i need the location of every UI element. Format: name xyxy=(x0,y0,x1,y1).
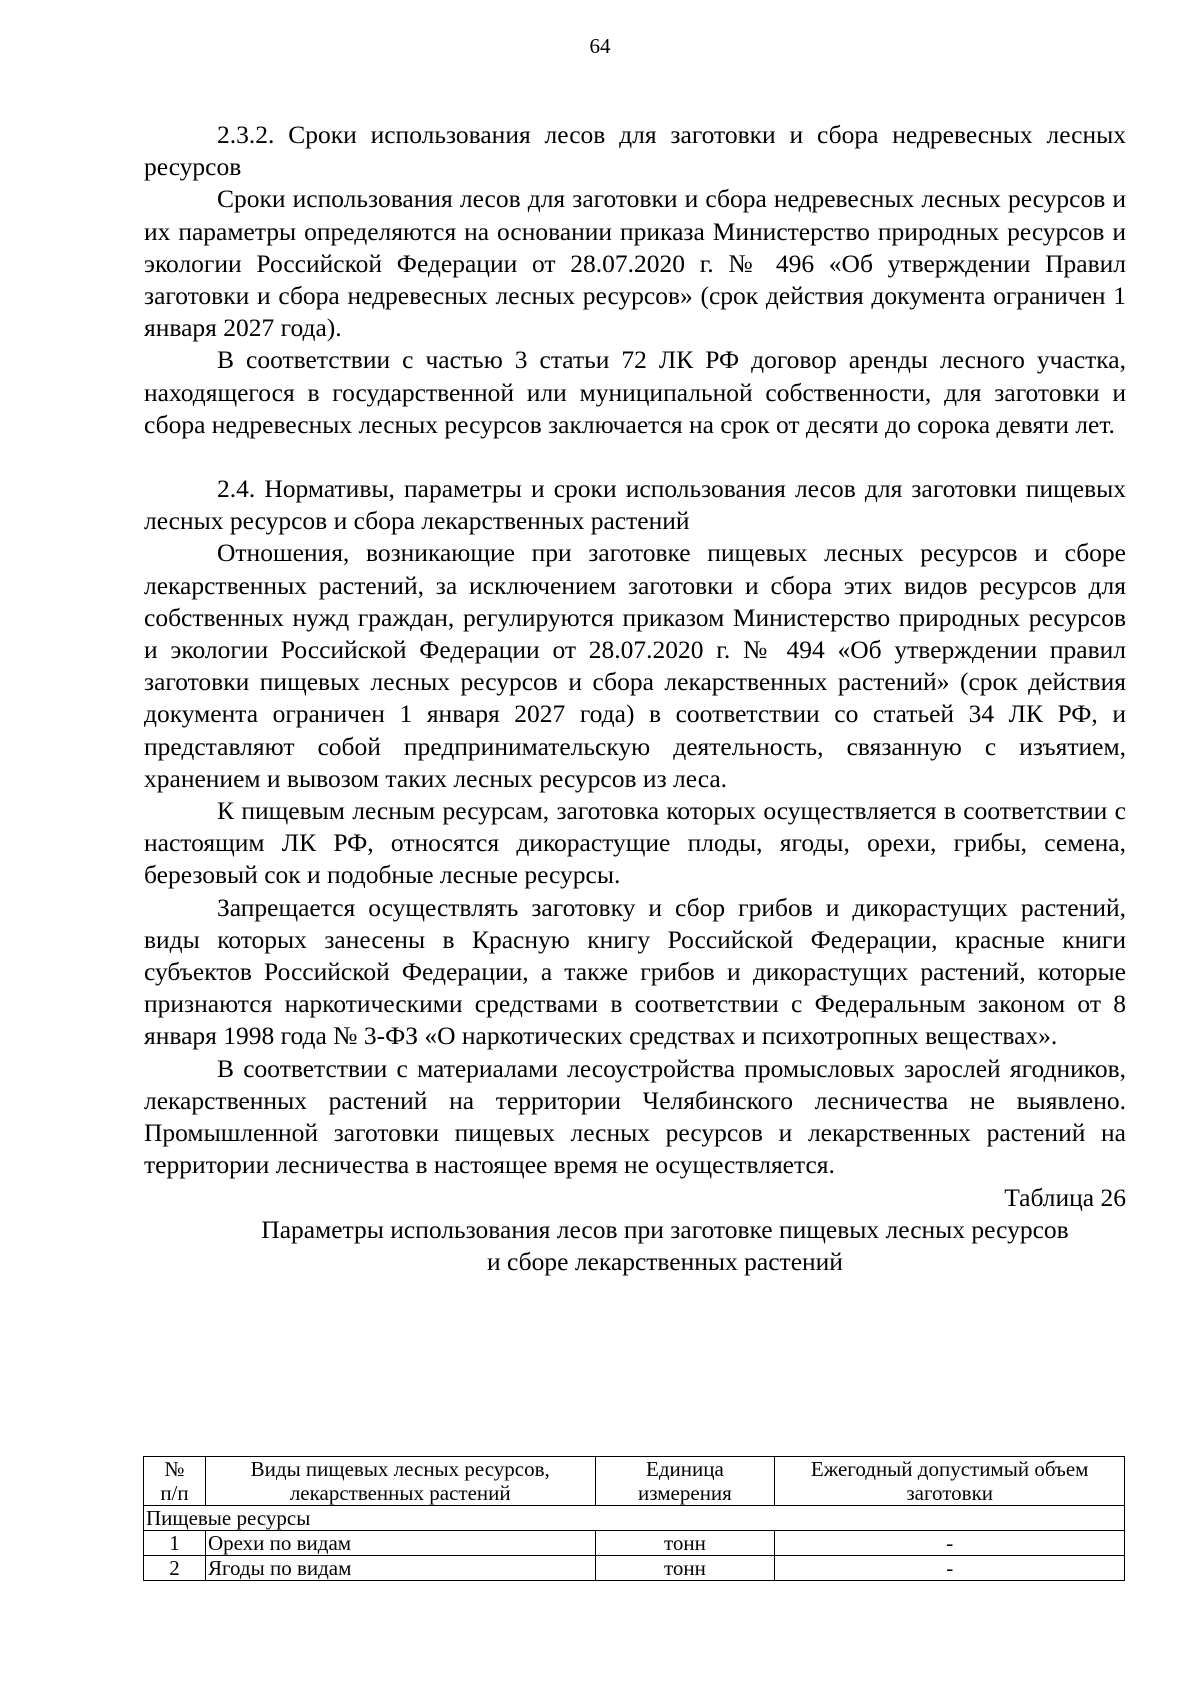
resources-table xyxy=(143,1456,1125,1581)
header-text: п/п xyxy=(160,1481,189,1505)
paragraph: К пищевым лесным ресурсам, заготовка которых осуществляется в соответствии с настоящим ЛК РФ, относятся дикорастущие плоды, ягоды, орехи, грибы, семена, березовый сок и подобные лесные ресурсы. xyxy=(144,796,1126,890)
header-text: Виды пищевых лесных ресурсов, xyxy=(250,1457,550,1481)
cell-unit: тонн xyxy=(595,1531,775,1556)
cell-name: Орехи по видам xyxy=(205,1531,595,1556)
paragraph: Отношения, возникающие при заготовке пищевых лесных ресурсов и сборе лекарственных растений, за исключением заготовки и сбора этих видов ресурсов для собственных нужд граждан, регулируются приказом Министерство природных ресурсов и экологии Российской Федерации от 28.07.2020 г. № 494 «Об утверждении правил заготовки пищевых лесных ресурсов и сбора лекарственных растений» (срок действия документа ограничен 1 января 2027 года) в соответствии со статьей 34 ЛК РФ, и представляют собой предпринимательскую деятельность, связанную с изъятием, хранением и вывозом таких лесных ресурсов из леса. xyxy=(144,538,1126,793)
spacer xyxy=(144,441,1126,473)
section-heading-2-4: 2.4. Нормативы, параметры и сроки использования лесов для заготовки пищевых лесных ресурсов и сбора лекарственных растений xyxy=(144,474,1126,536)
document-body xyxy=(144,119,1126,1278)
cell-num: 2 xyxy=(144,1556,206,1581)
table-title-line: и сборе лекарственных растений xyxy=(487,1246,843,1276)
cell-volume: - xyxy=(775,1531,1125,1556)
header-text: Единица xyxy=(646,1457,724,1481)
cell-unit: тонн xyxy=(595,1556,775,1581)
header-volume xyxy=(775,1457,1125,1506)
paragraph: Запрещается осуществлять заготовку и сбор грибов и дикорастущих растений, виды которых занесены в Красную книгу Российской Федерации, красные книги субъектов Российской Федерации, а также грибов и дикорастущих растений, которые признаются наркотическими средствами в соответствии с Федеральным законом от 8 января 1998 года № 3-ФЗ «О наркотических средствах и психотропных веществах». xyxy=(144,892,1126,1051)
table-label: Таблица 26 xyxy=(1004,1182,1126,1212)
section-heading-2-3-2: 2.3.2. Сроки использования лесов для заготовки и сбора недревесных лесных ресурсов xyxy=(144,120,1126,182)
section-label: Пищевые ресурсы xyxy=(144,1506,1125,1531)
cell-name: Ягоды по видам xyxy=(205,1556,595,1581)
table-row xyxy=(144,1531,1125,1556)
page-number: 64 xyxy=(589,34,611,58)
header-text: заготовки xyxy=(906,1481,994,1505)
header-text: Ежегодный допустимый объем xyxy=(810,1457,1089,1481)
table-row xyxy=(144,1556,1125,1581)
header-text: № xyxy=(164,1457,185,1481)
header-unit xyxy=(595,1457,775,1506)
paragraph: В соответствии с частью 3 статьи 72 ЛК РФ договор аренды лесного участка, находящегося в государственной или муниципальной собственности, для заготовки и сбора недревесных лесных ресурсов заключается на срок от десяти до сорока девяти лет. xyxy=(144,345,1126,439)
paragraph: Сроки использования лесов для заготовки и сбора недревесных лесных ресурсов и их параметры определяются на основании приказа Министерство природных ресурсов и экологии Российской Федерации от 28.07.2020 г. № 496 «Об утверждении Правил заготовки и сбора недревесных лесных ресурсов» (срок действия документа ограничен 1 января 2027 года). xyxy=(144,184,1126,343)
table-header-row xyxy=(144,1457,1125,1506)
header-text: измерения xyxy=(638,1481,732,1505)
paragraph: В соответствии с материалами лесоустройства промысловых зарослей ягодников, лекарственных растений на территории Челябинского лесничества не выявлено. Промышленной заготовки пищевых лесных ресурсов и лекарственных растений на территории лесничества в настоящее время не осуществляется. xyxy=(144,1053,1126,1180)
cell-volume: - xyxy=(775,1556,1125,1581)
header-num xyxy=(144,1457,206,1506)
header-name xyxy=(205,1457,595,1506)
header-text: лекарственных растений xyxy=(289,1481,511,1505)
cell-num: 1 xyxy=(144,1531,206,1556)
table-section-row xyxy=(144,1506,1125,1531)
table-title xyxy=(144,1214,1126,1278)
table-title-line: Параметры использования лесов при заготовке пищевых лесных ресурсов xyxy=(261,1214,1069,1244)
